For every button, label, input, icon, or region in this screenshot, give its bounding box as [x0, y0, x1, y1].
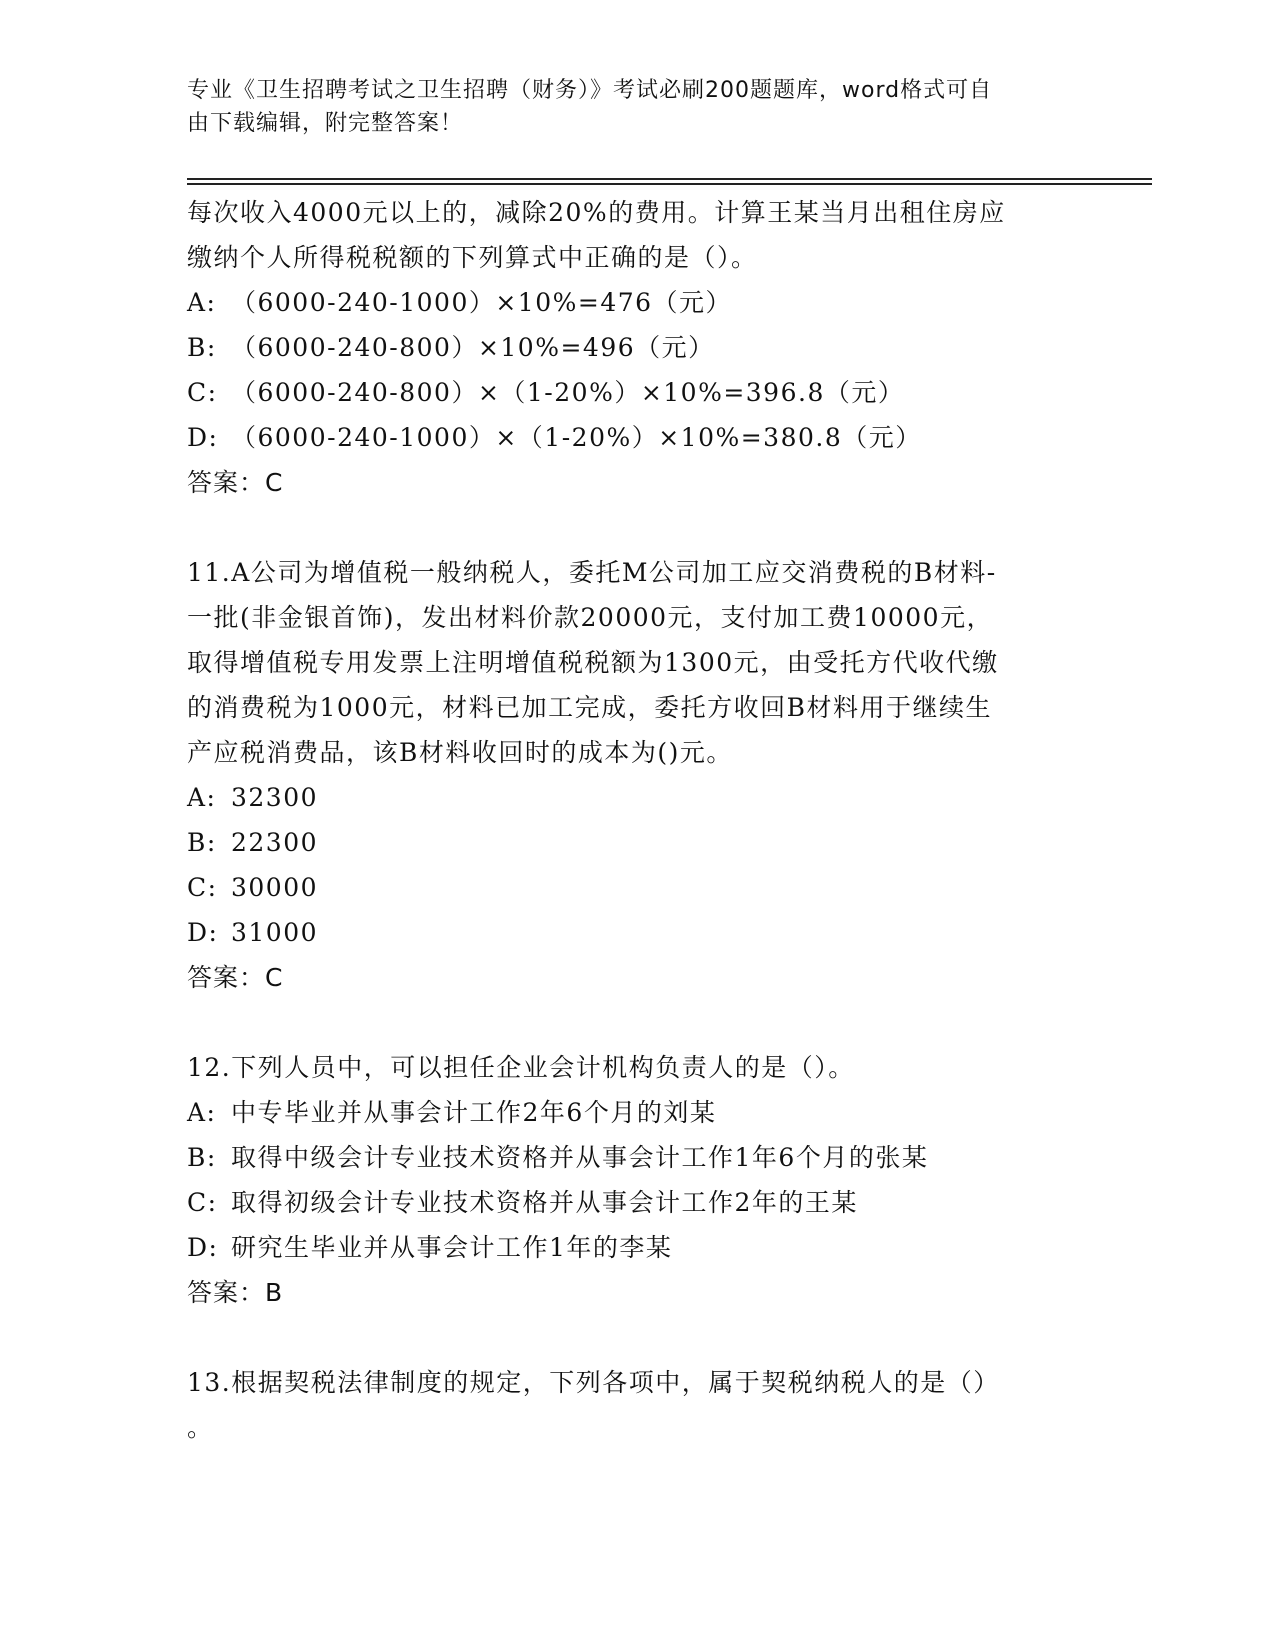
answer-line: 答案：B	[187, 1278, 284, 1307]
question-stem-line: 每次收入4000元以上的，减除20%的费用。计算王某当月出租住房应	[187, 198, 1006, 227]
option-text: 研究生毕业并从事会计工作1年的李某	[231, 1233, 673, 1262]
option-key: D:	[187, 423, 219, 452]
header-line-1: 专业《卫生招聘考试之卫生招聘（财务）》考试必刷200题题库，word格式可自	[187, 78, 993, 103]
option-c	[187, 1180, 1087, 1225]
question-list	[187, 190, 1087, 1495]
question-stem-line: 12.下列人员中，可以担任企业会计机构负责人的是（）。	[187, 1053, 855, 1082]
option-key: A:	[187, 288, 217, 317]
question-stem-line: 13.根据契税法律制度的规定，下列各项中，属于契税纳税人的是（）	[187, 1368, 1000, 1397]
answer-line: 答案：C	[187, 468, 284, 497]
document-header	[187, 74, 1067, 140]
question-stem-line: 。	[187, 1413, 214, 1442]
option-a	[187, 1090, 1087, 1135]
question-stem-line: 11.A公司为增值税一般纳税人，委托M公司加工应交消费税的B材料-	[187, 558, 997, 587]
option-text: （6000-240-800）×10%=496（元）	[231, 333, 715, 362]
question-stem-line: 一批(非金银首饰)，发出材料价款20000元，支付加工费10000元，	[187, 603, 994, 632]
option-d	[187, 910, 1087, 955]
question-stem-line: 产应税消费品，该B材料收回时的成本为()元。	[187, 738, 733, 767]
option-key: C:	[187, 873, 218, 902]
option-text: 取得中级会计专业技术资格并从事会计工作1年6个月的张某	[231, 1143, 929, 1172]
option-d	[187, 1225, 1087, 1270]
question-11	[187, 550, 1087, 1000]
option-text: （6000-240-800）×（1-20%）×10%=396.8（元）	[231, 378, 905, 407]
header-rule-top	[187, 178, 1152, 180]
option-key: D:	[187, 1233, 219, 1262]
question-stem-line: 的消费税为1000元，材料已加工完成，委托方收回B材料用于继续生	[187, 693, 992, 722]
option-text: 32300	[231, 783, 319, 812]
header-rule-bottom	[187, 183, 1152, 185]
option-key: B:	[187, 828, 217, 857]
option-a	[187, 775, 1087, 820]
question-12	[187, 1045, 1087, 1315]
question-stem-line: 缴纳个人所得税税额的下列算式中正确的是（）。	[187, 243, 758, 272]
option-text: 31000	[231, 918, 319, 947]
question-13	[187, 1360, 1087, 1450]
option-key: A:	[187, 1098, 217, 1127]
option-b	[187, 820, 1087, 865]
option-b	[187, 325, 1087, 370]
option-text: 22300	[231, 828, 319, 857]
option-key: C:	[187, 378, 218, 407]
option-c	[187, 370, 1087, 415]
question-10	[187, 190, 1087, 505]
option-key: B:	[187, 333, 217, 362]
option-text: （6000-240-1000）×（1-20%）×10%=380.8（元）	[231, 423, 922, 452]
option-key: B:	[187, 1143, 217, 1172]
header-line-2: 由下载编辑，附完整答案！	[187, 111, 464, 136]
option-text: （6000-240-1000）×10%=476（元）	[231, 288, 733, 317]
option-key: D:	[187, 918, 219, 947]
option-b	[187, 1135, 1087, 1180]
option-text: 取得初级会计专业技术资格并从事会计工作2年的王某	[231, 1188, 858, 1217]
option-c	[187, 865, 1087, 910]
answer-line: 答案：C	[187, 963, 284, 992]
option-text: 中专毕业并从事会计工作2年6个月的刘某	[231, 1098, 717, 1127]
option-key: A:	[187, 783, 217, 812]
option-text: 30000	[231, 873, 319, 902]
option-d	[187, 415, 1087, 460]
option-key: C:	[187, 1188, 218, 1217]
option-a	[187, 280, 1087, 325]
question-stem-line: 取得增值税专用发票上注明增值税税额为1300元，由受托方代收代缴	[187, 648, 999, 677]
